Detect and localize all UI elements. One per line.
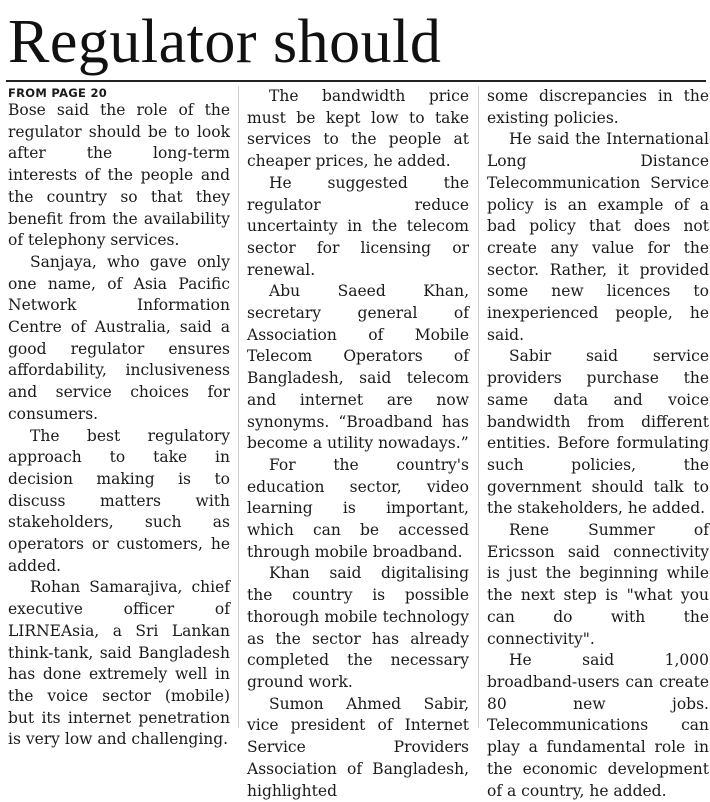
paragraph: The best regulatory approach to take in decision making is to discuss matters with stakeholders, such as operators or customers, he added. <box>8 426 230 575</box>
article-column-1 <box>8 86 230 749</box>
paragraph: For the country's education sector, video learning is important, which can be accessed through mobile broadband. <box>247 455 469 561</box>
paragraph: Abu Saeed Khan, secretary general of Association of Mobile Telecom Operators of Bangladesh, said telecom and internet are now synonyms. “Broadband has become a utility nowadays.” <box>247 282 469 453</box>
paragraph: Rohan Samarajiva, chief executive officer of LIRNEAsia, a Sri Lankan think-tank, said Bangladesh has done extremely well in the voice sector (mobile) but its internet penetration is very low and challenging. <box>8 578 230 749</box>
paragraph: Khan said digitalising the country is possible thorough mobile technology as the sector has already completed the necessary ground work. <box>247 564 469 691</box>
paragraph: Sabir said service providers purchase the same data and voice bandwidth from different entities. Before formulating such policies, the government should talk to the stakeholders, he added. <box>487 347 709 518</box>
paragraph: Sumon Ahmed Sabir, vice president of Internet Service Providers Association of Bangladesh, highlighted <box>247 694 469 800</box>
article-column-2 <box>247 86 469 800</box>
headline-rule <box>6 80 706 82</box>
paragraph: Sanjaya, who gave only one name, of Asia Pacific Network Information Centre of Australia, said a good regulator ensures affordability, inclusiveness and service choices for consumers. <box>8 252 230 423</box>
paragraph: some discrepancies in the existing policies. <box>487 87 709 127</box>
paragraph: He said 1,000 broadband-users can create 80 new jobs. Telecommunications can play a fundamental role in the economic development of a country, he added. <box>487 651 709 800</box>
paragraph: He suggested the regulator reduce uncertainty in the telecom sector for licensing or renewal. <box>247 173 469 279</box>
paragraph: Bose said the role of the regulator should be to look after the long-term interests of the people and the country so that they benefit from the availability of telephony services. <box>8 101 230 250</box>
paragraph: He said the International Long Distance Telecommunication Service policy is an example of a bad policy that does not create any value for the sector. Rather, it provided some new licences to inexperienced people, he said. <box>487 130 709 344</box>
jump-line: FROM PAGE 20 <box>8 86 108 100</box>
column-divider <box>238 86 239 728</box>
paragraph: The bandwidth price must be kept low to take services to the people at cheaper prices, he added. <box>247 87 469 171</box>
article-column-3 <box>487 86 709 800</box>
paragraph: Rene Summer of Ericsson said connectivity is just the beginning while the next step is "what you can do with the connectivity". <box>487 521 709 648</box>
column-divider <box>478 86 479 728</box>
headline: Regulator should <box>8 8 442 76</box>
